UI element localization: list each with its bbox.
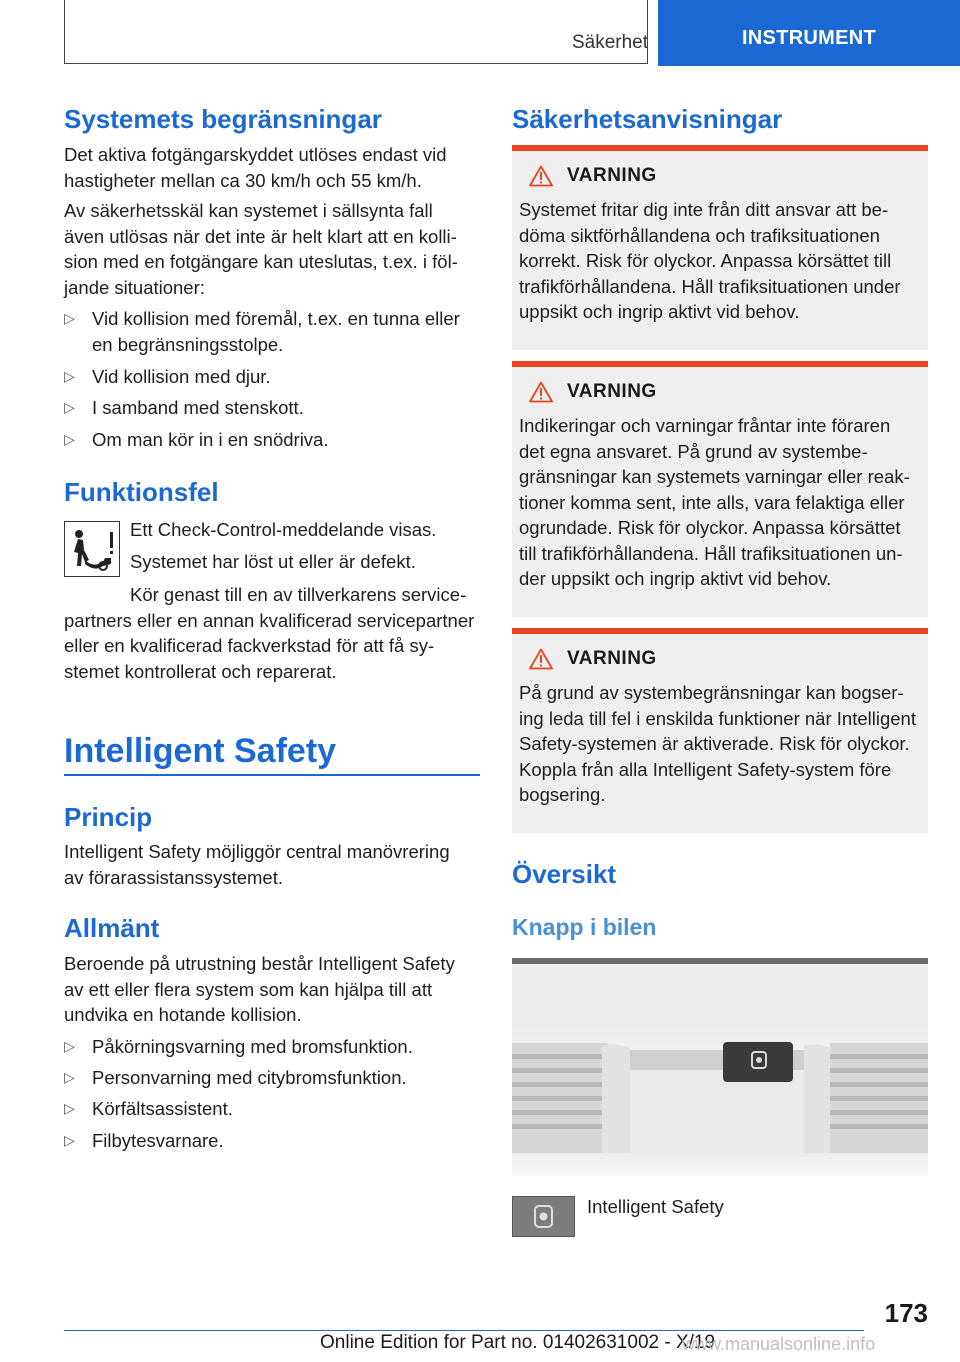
warning-triangle-icon — [529, 648, 553, 670]
limits-paragraph-2: Av säkerhetsskäl kan systemet i sällsynta fall även utlösas när det inte är helt klart att en kollision med en fotgängare kan uteslutas, t.ex. i följande situationer: — [64, 200, 458, 298]
list-item-text: Påkörningsvarning med bromsfunktion. — [92, 1036, 413, 1057]
triangle-bullet-icon: ▷ — [64, 431, 75, 447]
warning-triangle-icon — [529, 381, 553, 403]
list-item — [64, 1096, 476, 1122]
button-in-car-heading: Knapp i bilen — [512, 914, 657, 940]
footer-divider — [64, 1330, 864, 1331]
general-heading: Allmänt — [64, 913, 160, 943]
list-item-text: Körfältsassistent. — [92, 1098, 233, 1119]
list-item — [64, 1065, 476, 1091]
warning-box — [512, 145, 928, 350]
fault-line-1: Ett Check-Control-meddelande visas. — [130, 519, 437, 540]
warning-text: Systemet fritar dig inte från ditt ansvar att bedöma siktförhållandena och trafiksituationen korrekt. Risk för olyckor. Anpassa körsättet till trafikförhållandena. Håll trafiksituationen under uppsikt och ingrip aktivt vid behov. — [519, 199, 901, 322]
list-item — [64, 364, 476, 390]
triangle-bullet-icon: ▷ — [64, 310, 75, 326]
list-item-text: Vid kollision med föremål, t.ex. en tunna eller en begränsningsstolpe. — [92, 308, 460, 355]
warning-text: På grund av systembegränsningar kan bogsering leda till fel i enskilda funktioner när Intelligent Safety-systemen är aktiverade. Risk för olyckor. Koppla från alla Intelligent Safety-system före bogsering. — [519, 682, 916, 805]
principle-text: Intelligent Safety möjliggör central manövrering av förarassistanssystemet. — [64, 841, 450, 888]
title-underline — [64, 774, 480, 776]
page-number: 173 — [884, 1298, 928, 1328]
warning-title: VARNING — [567, 165, 657, 186]
triangle-bullet-icon: ▷ — [64, 1069, 75, 1085]
warning-text: Indikeringar och varningar fråntar inte föraren det egna ansvaret. På grund av systembegränsningar kan systemets varningar eller reaktioner komma sent, inte alls, vara felaktiga eller ogrundade. Risk för olyckor. Anpassa körsättet till trafikförhållandena. Håll trafiksituationen under uppsikt och ingrip aktivt vid behov. — [519, 415, 910, 589]
safety-instructions-heading: Säkerhetsanvisningar — [512, 104, 783, 134]
watermark: www.manualsonline.info — [682, 1334, 876, 1354]
warning-triangle-icon — [529, 165, 553, 187]
triangle-bullet-icon: ▷ — [64, 1038, 75, 1054]
header-frame — [64, 0, 648, 64]
list-item — [64, 1128, 476, 1154]
intelligent-safety-caption: Intelligent Safety — [587, 1196, 724, 1217]
general-text: Beroende på utrustning består Intelligent Safety av ett eller flera system som kan hjälpa till att undvika en hotande kollision. — [64, 953, 455, 1025]
list-item-text: Om man kör in i en snödriva. — [92, 429, 329, 450]
list-item-text: Personvarning med citybromsfunktion. — [92, 1067, 407, 1088]
pedestrian-warning-icon — [64, 521, 120, 577]
list-item-text: I samband med stenskott. — [92, 397, 304, 418]
warning-box — [512, 361, 928, 617]
limits-paragraph-1: Det aktiva fotgängarskyddet utlöses endast vid hastigheter mellan ca 30 km/h och 55 km/h. — [64, 144, 447, 191]
list-item — [64, 427, 476, 453]
overview-heading: Översikt — [512, 859, 617, 889]
dashboard-photo — [512, 958, 928, 1176]
fault-heading: Funktionsfel — [64, 477, 219, 507]
header-chapter-tab[interactable]: INSTRUMENT — [658, 0, 960, 66]
warning-title: VARNING — [567, 381, 657, 402]
principle-heading: Princip — [64, 802, 153, 832]
footer-edition: Online Edition for Part no. 01402631002 - X/19 — [320, 1332, 716, 1353]
warning-title: VARNING — [567, 648, 657, 669]
intelligent-safety-title: Intelligent Safety — [64, 732, 337, 770]
list-item — [64, 306, 476, 357]
warning-box — [512, 628, 928, 833]
triangle-bullet-icon: ▷ — [64, 368, 75, 384]
triangle-bullet-icon: ▷ — [64, 1132, 75, 1148]
limits-heading: Systemets begränsningar — [64, 104, 382, 134]
header-section-title: Säkerhet — [571, 32, 648, 53]
list-item — [64, 395, 476, 421]
intelligent-safety-button-icon — [512, 1196, 575, 1237]
list-item — [64, 1034, 476, 1060]
list-item-text: Filbytesvarnare. — [92, 1130, 224, 1151]
triangle-bullet-icon: ▷ — [64, 399, 75, 415]
list-item-text: Vid kollision med djur. — [92, 366, 271, 387]
fault-line-3: Kör genast till en av tillverkarens servicepartners eller en annan kvalificerad servicepartner eller en kvalificerad fackverkstad för att få systemet kontrollerat och reparerat. — [64, 584, 475, 682]
triangle-bullet-icon: ▷ — [64, 1100, 75, 1116]
fault-line-2: Systemet har löst ut eller är defekt. — [130, 551, 416, 572]
